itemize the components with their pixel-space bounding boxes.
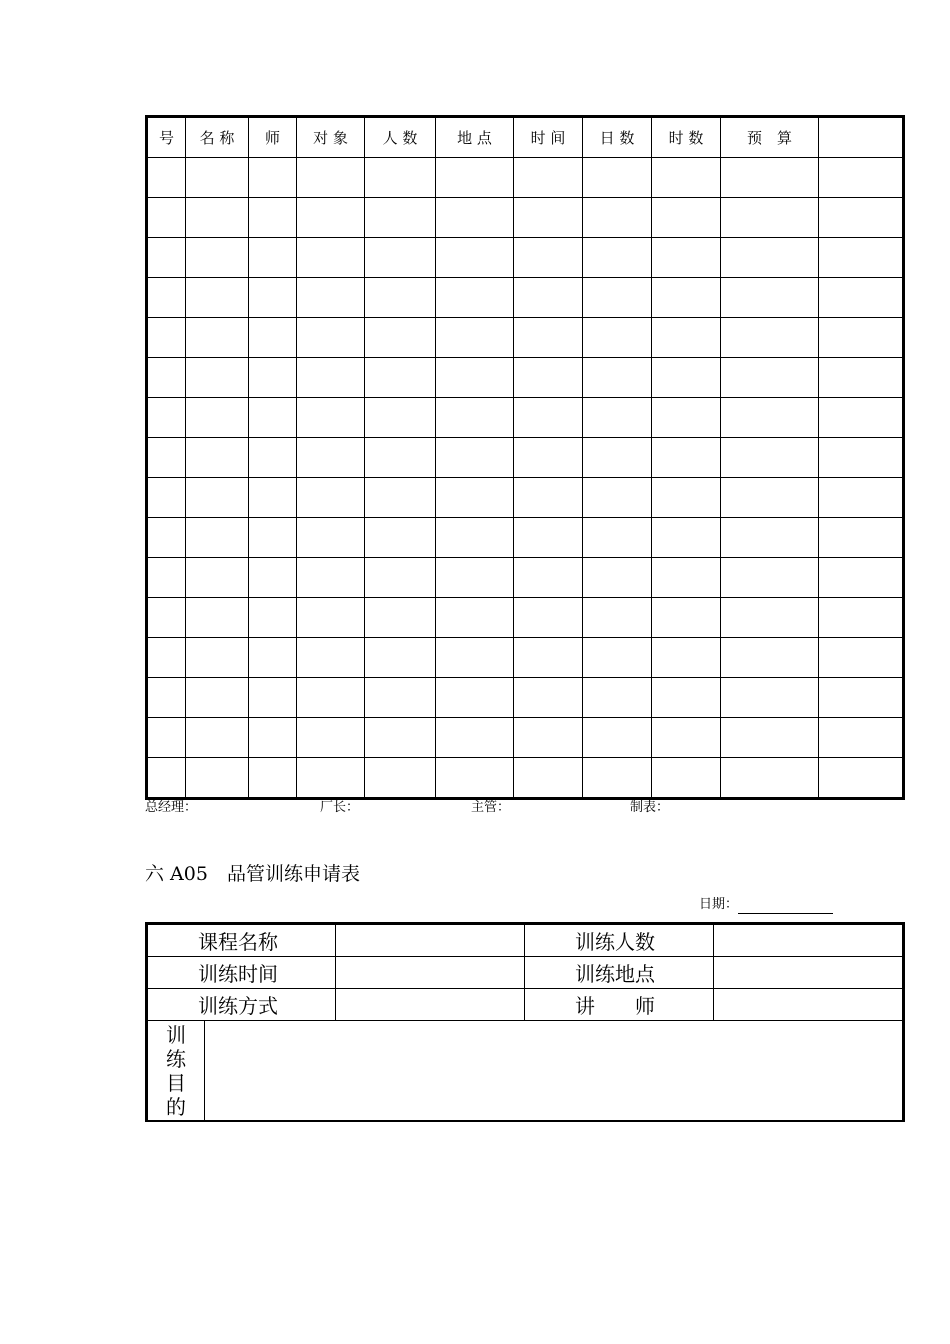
table-cell[interactable] [147, 158, 186, 198]
table-cell[interactable] [436, 158, 514, 198]
table-cell[interactable] [514, 478, 583, 518]
table-cell[interactable] [819, 718, 904, 758]
course-name-label: 课程名称 [147, 924, 336, 957]
table-cell[interactable] [186, 758, 249, 799]
training-purpose-field[interactable] [205, 1021, 904, 1121]
table-cell[interactable] [297, 638, 365, 678]
table-cell[interactable] [514, 358, 583, 398]
date-label: 日期： [699, 897, 739, 912]
header-number: 号 [147, 117, 186, 158]
table-cell[interactable] [514, 238, 583, 278]
table-cell[interactable] [721, 678, 819, 718]
table-cell[interactable] [186, 518, 249, 558]
table-cell[interactable] [652, 638, 721, 678]
training-time-label: 训练时间 [147, 957, 336, 989]
table-row [147, 558, 904, 598]
table-cell[interactable] [297, 238, 365, 278]
table-cell[interactable] [297, 558, 365, 598]
table-cell[interactable] [436, 398, 514, 438]
table-cell[interactable] [819, 678, 904, 718]
table-cell[interactable] [297, 678, 365, 718]
table-cell[interactable] [583, 758, 652, 799]
table-cell[interactable] [583, 438, 652, 478]
table-cell[interactable] [819, 638, 904, 678]
table-cell[interactable] [147, 318, 186, 358]
form-title: 六 A05 品管训练申请表 [145, 863, 360, 885]
table-cell[interactable] [297, 478, 365, 518]
table-row [147, 638, 904, 678]
table-row [147, 238, 904, 278]
header-headcount: 人 数 [365, 117, 436, 158]
table-cell[interactable] [652, 238, 721, 278]
table-cell[interactable] [365, 718, 436, 758]
table-cell[interactable] [186, 198, 249, 238]
table-cell[interactable] [365, 198, 436, 238]
training-location-label: 训练地点 [525, 957, 714, 989]
header-extra [819, 117, 904, 158]
form-row [147, 957, 904, 989]
table-cell[interactable] [583, 238, 652, 278]
table-cell[interactable] [514, 638, 583, 678]
header-budget: 预 算 [721, 117, 819, 158]
header-instructor: 师 [249, 117, 297, 158]
form-row [147, 924, 904, 957]
training-method-field[interactable] [336, 989, 525, 1021]
table-cell[interactable] [249, 158, 297, 198]
table-cell[interactable] [436, 238, 514, 278]
table-cell[interactable] [819, 438, 904, 478]
instructor-field[interactable] [714, 989, 904, 1021]
table-row [147, 518, 904, 558]
table-cell[interactable] [652, 198, 721, 238]
table-cell[interactable] [436, 718, 514, 758]
table-cell[interactable] [514, 558, 583, 598]
table-row [147, 478, 904, 518]
table-cell[interactable] [819, 238, 904, 278]
table-row [147, 398, 904, 438]
table-cell[interactable] [652, 318, 721, 358]
table-cell[interactable] [147, 358, 186, 398]
table-cell[interactable] [249, 558, 297, 598]
table-cell[interactable] [583, 518, 652, 558]
table-cell[interactable] [249, 598, 297, 638]
table-cell[interactable] [652, 398, 721, 438]
table-cell[interactable] [514, 518, 583, 558]
table-cell[interactable] [514, 598, 583, 638]
table-cell[interactable] [147, 718, 186, 758]
date-input-line[interactable] [738, 900, 833, 914]
table-cell[interactable] [365, 358, 436, 398]
table-cell[interactable] [721, 758, 819, 799]
table-cell[interactable] [819, 598, 904, 638]
table-cell[interactable] [365, 758, 436, 799]
course-name-field[interactable] [336, 924, 525, 957]
table-cell[interactable] [186, 558, 249, 598]
table-cell[interactable] [365, 278, 436, 318]
table-cell[interactable] [514, 718, 583, 758]
table-cell[interactable] [147, 478, 186, 518]
table-cell[interactable] [819, 198, 904, 238]
table-cell[interactable] [514, 278, 583, 318]
table-cell[interactable] [249, 398, 297, 438]
form-row-purpose [147, 1021, 904, 1121]
table-cell[interactable] [721, 238, 819, 278]
table-row [147, 278, 904, 318]
form-row [147, 989, 904, 1021]
instructor-label: 讲 师 [525, 989, 714, 1021]
training-plan-table [145, 115, 905, 800]
table-cell[interactable] [365, 638, 436, 678]
table-cell[interactable] [297, 758, 365, 799]
header-hours: 时 数 [652, 117, 721, 158]
header-name: 名 称 [186, 117, 249, 158]
table-cell[interactable] [147, 438, 186, 478]
table-cell[interactable] [297, 158, 365, 198]
training-application-form [145, 922, 905, 1122]
table-row [147, 678, 904, 718]
table-cell[interactable] [365, 318, 436, 358]
table-cell[interactable] [365, 438, 436, 478]
table-cell[interactable] [514, 678, 583, 718]
table-cell[interactable] [583, 318, 652, 358]
table-cell[interactable] [147, 558, 186, 598]
table-cell[interactable] [147, 638, 186, 678]
table-cell[interactable] [514, 398, 583, 438]
table-cell[interactable] [721, 398, 819, 438]
table-cell[interactable] [721, 358, 819, 398]
table-cell[interactable] [297, 438, 365, 478]
table-cell[interactable] [583, 638, 652, 678]
table-cell[interactable] [583, 478, 652, 518]
table-cell[interactable] [365, 238, 436, 278]
table-cell[interactable] [147, 398, 186, 438]
table-cell[interactable] [186, 238, 249, 278]
table-cell[interactable] [652, 718, 721, 758]
table-cell[interactable] [249, 318, 297, 358]
table-cell[interactable] [583, 678, 652, 718]
table-cell[interactable] [583, 398, 652, 438]
table-cell[interactable] [583, 598, 652, 638]
table-cell[interactable] [297, 198, 365, 238]
table-cell[interactable] [652, 278, 721, 318]
table-cell[interactable] [514, 318, 583, 358]
table-cell[interactable] [819, 318, 904, 358]
table-cell[interactable] [721, 558, 819, 598]
table-cell[interactable] [249, 758, 297, 799]
table-cell[interactable] [365, 158, 436, 198]
table-cell[interactable] [721, 718, 819, 758]
table-cell[interactable] [186, 638, 249, 678]
table-cell[interactable] [186, 398, 249, 438]
table-cell[interactable] [249, 518, 297, 558]
table-cell[interactable] [721, 598, 819, 638]
table-cell[interactable] [436, 518, 514, 558]
table-cell[interactable] [249, 438, 297, 478]
table-cell[interactable] [147, 598, 186, 638]
table-cell[interactable] [436, 198, 514, 238]
table-cell[interactable] [436, 358, 514, 398]
table-cell[interactable] [721, 278, 819, 318]
table-row [147, 718, 904, 758]
table-cell[interactable] [249, 678, 297, 718]
training-time-field[interactable] [336, 957, 525, 989]
table-cell[interactable] [297, 398, 365, 438]
table-cell[interactable] [147, 198, 186, 238]
table-cell[interactable] [819, 358, 904, 398]
table-cell[interactable] [365, 558, 436, 598]
table-cell[interactable] [365, 518, 436, 558]
table-cell[interactable] [721, 518, 819, 558]
training-location-field[interactable] [714, 957, 904, 989]
table-cell[interactable] [436, 558, 514, 598]
table-cell[interactable] [186, 278, 249, 318]
table-row [147, 758, 904, 799]
supervisor-signature: 主管： [471, 800, 511, 815]
table-cell[interactable] [652, 478, 721, 518]
table-cell[interactable] [249, 478, 297, 518]
table-cell[interactable] [147, 278, 186, 318]
table-cell[interactable] [583, 358, 652, 398]
training-method-label: 训练方式 [147, 989, 336, 1021]
general-manager-signature: 总经理： [145, 800, 198, 815]
table-cell[interactable] [297, 718, 365, 758]
table-cell[interactable] [249, 238, 297, 278]
table-cell[interactable] [819, 758, 904, 799]
table-row [147, 598, 904, 638]
table-cell[interactable] [514, 158, 583, 198]
table-cell[interactable] [721, 158, 819, 198]
date-field [699, 896, 833, 914]
table-cell[interactable] [186, 318, 249, 358]
table-cell[interactable] [652, 438, 721, 478]
table-cell[interactable] [819, 158, 904, 198]
table-cell[interactable] [819, 518, 904, 558]
trainee-count-label: 训练人数 [525, 924, 714, 957]
table-cell[interactable] [297, 318, 365, 358]
table-header-row [147, 117, 904, 158]
table-cell[interactable] [186, 718, 249, 758]
table-cell[interactable] [365, 478, 436, 518]
table-cell[interactable] [652, 678, 721, 718]
prepared-by-signature: 制表： [630, 800, 670, 815]
table-cell[interactable] [186, 478, 249, 518]
table-cell[interactable] [514, 438, 583, 478]
table-cell[interactable] [365, 598, 436, 638]
table-cell[interactable] [514, 198, 583, 238]
table-cell[interactable] [436, 278, 514, 318]
table-cell[interactable] [436, 598, 514, 638]
table-cell[interactable] [583, 198, 652, 238]
training-purpose-label [147, 1021, 205, 1121]
table-cell[interactable] [249, 638, 297, 678]
table-cell[interactable] [514, 758, 583, 799]
table-cell[interactable] [186, 598, 249, 638]
table-cell[interactable] [583, 718, 652, 758]
table-cell[interactable] [583, 558, 652, 598]
table-cell[interactable] [721, 198, 819, 238]
table-row [147, 198, 904, 238]
table-cell[interactable] [249, 358, 297, 398]
table-cell[interactable] [721, 438, 819, 478]
table-cell[interactable] [436, 478, 514, 518]
table-cell[interactable] [147, 238, 186, 278]
training-purpose-label-text: 训练目的 [166, 1023, 186, 1119]
table-cell[interactable] [819, 558, 904, 598]
table-cell[interactable] [147, 518, 186, 558]
table-cell[interactable] [249, 198, 297, 238]
table-cell[interactable] [436, 438, 514, 478]
table-cell[interactable] [652, 158, 721, 198]
table-cell[interactable] [819, 478, 904, 518]
table-cell[interactable] [186, 358, 249, 398]
table-cell[interactable] [297, 358, 365, 398]
table-cell[interactable] [297, 518, 365, 558]
trainee-count-field[interactable] [714, 924, 904, 957]
table-cell[interactable] [186, 438, 249, 478]
table-cell[interactable] [365, 398, 436, 438]
table-row [147, 358, 904, 398]
table-cell[interactable] [147, 758, 186, 799]
header-days: 日 数 [583, 117, 652, 158]
table-cell[interactable] [436, 638, 514, 678]
table-cell[interactable] [297, 598, 365, 638]
table-row [147, 438, 904, 478]
header-time: 时 间 [514, 117, 583, 158]
table-cell[interactable] [721, 478, 819, 518]
table-cell[interactable] [186, 158, 249, 198]
table-cell[interactable] [721, 318, 819, 358]
header-audience: 对 象 [297, 117, 365, 158]
table-cell[interactable] [819, 278, 904, 318]
table-cell[interactable] [583, 158, 652, 198]
table-cell[interactable] [436, 678, 514, 718]
table-cell[interactable] [583, 278, 652, 318]
table-cell[interactable] [721, 638, 819, 678]
table-cell[interactable] [652, 598, 721, 638]
table-cell[interactable] [819, 398, 904, 438]
table-cell[interactable] [249, 718, 297, 758]
table-cell[interactable] [652, 358, 721, 398]
table-row [147, 158, 904, 198]
factory-director-signature: 厂长： [320, 800, 360, 815]
header-location: 地 点 [436, 117, 514, 158]
table-row [147, 318, 904, 358]
table-cell[interactable] [249, 278, 297, 318]
table-cell[interactable] [652, 758, 721, 799]
table-cell[interactable] [436, 318, 514, 358]
table-cell[interactable] [297, 278, 365, 318]
table-cell[interactable] [186, 678, 249, 718]
table-cell[interactable] [147, 678, 186, 718]
table-cell[interactable] [652, 558, 721, 598]
table-cell[interactable] [365, 678, 436, 718]
table-cell[interactable] [652, 518, 721, 558]
table-cell[interactable] [436, 758, 514, 799]
